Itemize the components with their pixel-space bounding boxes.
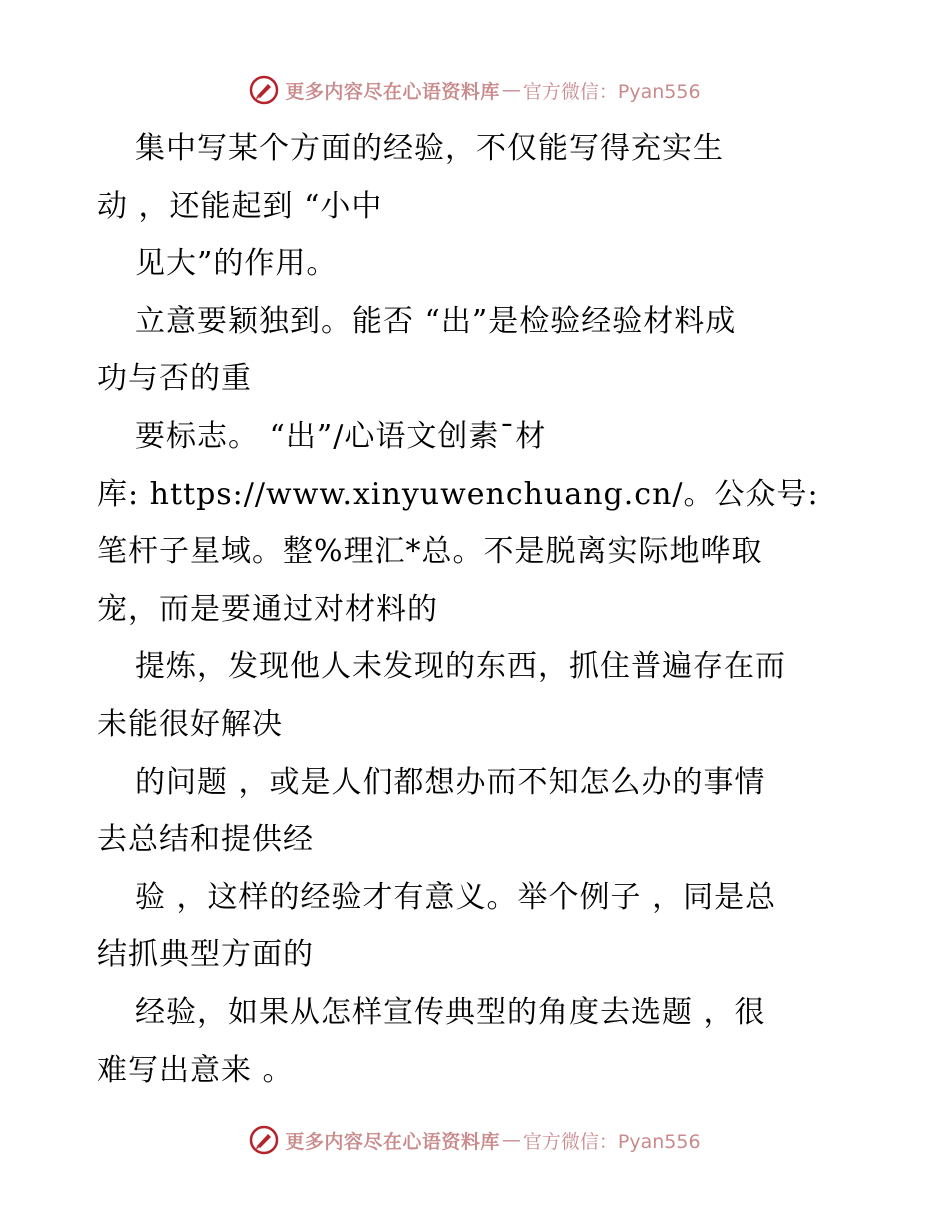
header-banner — [0, 70, 950, 110]
text-line: 去总结和提供经 — [97, 822, 314, 858]
header-brand-text: 更多内容尽在心语资料库 — [285, 80, 500, 103]
footer-contact-text: 官方微信：Pyan556 — [522, 1130, 701, 1153]
text-line: 未能很好解决 — [97, 706, 283, 742]
pen-logo-icon — [249, 1125, 279, 1155]
text-line: 提炼，发现他人未发现的东西，抓住普遍存在而 — [135, 649, 786, 685]
header-separator: — — [501, 79, 521, 101]
text-line: 难写出意来 。 — [97, 1052, 294, 1088]
footer-banner — [0, 1120, 950, 1160]
pen-logo-icon — [249, 75, 279, 105]
text-line: 动 ，还能起到 “小中 — [97, 188, 383, 224]
footer-brand-text: 更多内容尽在心语资料库 — [285, 1130, 500, 1153]
document-body — [97, 120, 877, 1099]
text-line: 集中写某个方面的经验，不仅能写得充实生 — [135, 131, 724, 166]
text-line: 验 ，这样的经验才有意义。举个例子 ，同是总 — [135, 879, 777, 915]
text-line: 功与否的重 — [97, 361, 252, 397]
text-line: 的问题 ，或是人们都想办而不知怎么办的事情 — [135, 764, 766, 800]
footer-separator: — — [501, 1129, 521, 1151]
text-line: 笔杆子星域。整%理汇*总。不是脱离实际地哗取 — [97, 534, 763, 570]
text-line: 结抓典型方面的 — [97, 937, 314, 973]
text-line: 库: https://www.xinyuwenchuang.cn/。公众号: — [97, 476, 819, 512]
text-line: 要标志。 “出”/心语文创素¯材 — [135, 418, 547, 454]
text-line: 立意要颖独到。能否 “出”是检验经验材料成 — [135, 303, 737, 339]
header-contact-text: 官方微信：Pyan556 — [522, 80, 701, 103]
text-line: 见大”的作用。 — [135, 246, 338, 282]
text-line: 经验，如果从怎样宣传典型的角度去选题 ，很 — [135, 994, 766, 1030]
text-line: 宠，而是要通过对材料的 — [97, 591, 438, 627]
